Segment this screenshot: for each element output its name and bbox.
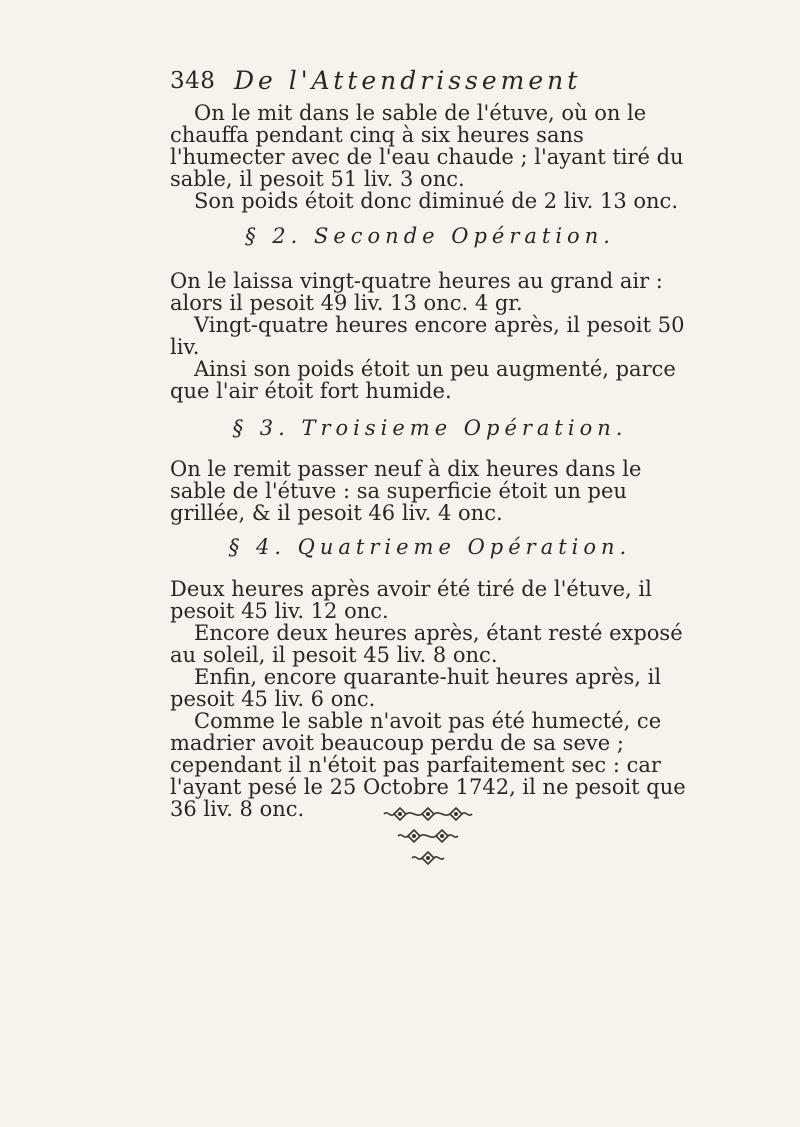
paragraph: On le remit passer neuf à dix heures dans le sable de l'étuve : sa superficie étoit un peu grillée, & il pesoit 46 liv. 4 onc.	[170, 457, 642, 525]
fleuron-ornament-icon	[374, 798, 494, 880]
section-1-text	[170, 102, 690, 212]
section-4-text	[170, 578, 690, 820]
page-number: 348	[170, 68, 216, 94]
paragraph: Enfin, encore quarante-huit heures après, il pesoit 45 liv. 6 onc.	[170, 665, 662, 711]
paragraph: Vingt-quatre heures encore après, il pesoit 50 liv.	[170, 313, 685, 359]
running-title: De l'Attendrissement	[234, 66, 582, 95]
section-3-text	[170, 458, 690, 524]
section-3-heading: § 3. Troisieme Opération.	[232, 416, 628, 440]
section-4-heading: § 4. Quatrieme Opération.	[228, 535, 632, 559]
section-2-heading: § 2. Seconde Opération.	[245, 224, 615, 248]
paragraph: Deux heures après avoir été tiré de l'étuve, il pesoit 45 liv. 12 onc.	[170, 577, 652, 623]
paragraph: Comme le sable n'avoit pas été humecté, ce madrier avoit beaucoup perdu de sa seve ; cependant il n'étoit pas parfaitement sec : car l'ayant pesé le 25 Octobre 1742, il ne pesoit que 36 liv. 8 onc.	[170, 709, 686, 821]
section-2-text	[170, 270, 690, 402]
paragraph: Encore deux heures après, étant resté exposé au soleil, il pesoit 45 liv. 8 onc.	[170, 621, 683, 667]
paragraph: On le mit dans le sable de l'étuve, où on le chauffa pendant cinq à six heures sans l'humecter avec de l'eau chaude ; l'ayant tiré du sable, il pesoit 51 liv. 3 onc.	[170, 101, 684, 191]
page-header	[170, 66, 690, 100]
paragraph: Ainsi son poids étoit un peu augmenté, parce que l'air étoit fort humide.	[170, 357, 676, 403]
paragraph: On le laissa vingt-quatre heures au grand air : alors il pesoit 49 liv. 13 onc. 4 gr.	[170, 269, 663, 315]
paragraph: Son poids étoit donc diminué de 2 liv. 13 onc.	[194, 189, 678, 213]
